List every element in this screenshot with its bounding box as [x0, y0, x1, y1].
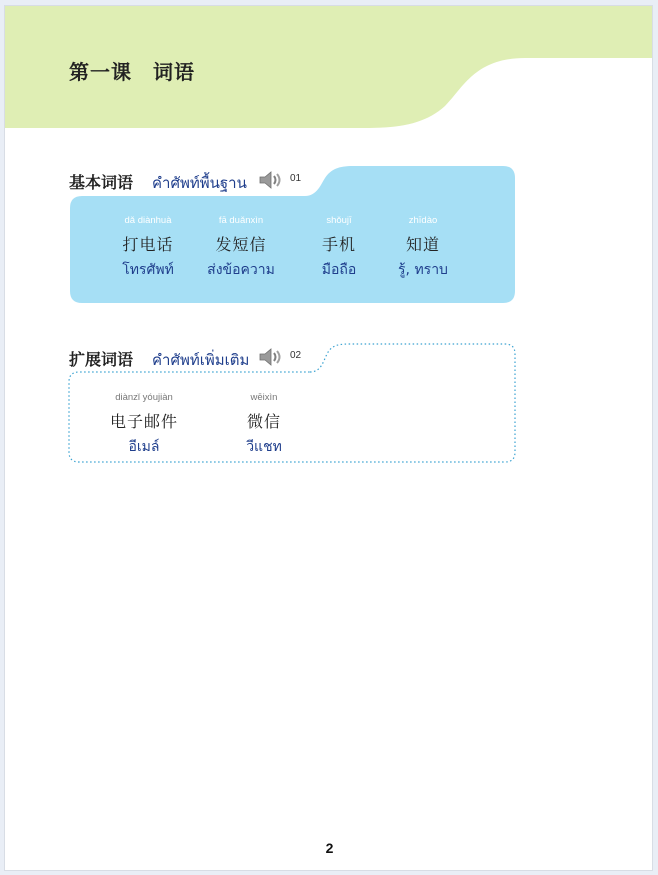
extended-words-title-zh: 扩展词语 [69, 350, 134, 369]
textbook-page [4, 5, 653, 871]
word-card [99, 391, 189, 458]
pinyin: wēixìn [250, 392, 278, 403]
pinyin: fā duǎnxìn [218, 215, 264, 226]
word-card [224, 391, 304, 458]
hanzi: 发短信 [215, 235, 267, 254]
pinyin: zhīdào [408, 215, 438, 226]
word-card [201, 214, 281, 281]
extended-words-title-th: คำศัพท์เพิ่มเติม [152, 351, 250, 369]
lesson-title: 第一课 词语 [69, 60, 195, 84]
basic-words-title-zh: 基本词语 [69, 173, 134, 192]
audio-track-number: 02 [290, 350, 302, 361]
hanzi: 手机 [321, 235, 356, 254]
page-number: 2 [325, 840, 334, 856]
thai-translation: ส่งข้อความ [207, 262, 275, 278]
hanzi: 微信 [246, 412, 281, 431]
pinyin: diànzǐ yóujiàn [115, 392, 173, 403]
speaker-icon[interactable] [258, 170, 286, 190]
basic-words-title-th: คำศัพท์พื้นฐาน [152, 174, 247, 192]
speaker-icon[interactable] [258, 347, 286, 367]
thai-translation: รู้, ทราบ [398, 262, 448, 278]
word-card [383, 214, 463, 281]
thai-translation: วีแชท [246, 439, 282, 455]
audio-track-number: 01 [290, 173, 302, 184]
word-card [108, 214, 188, 281]
hanzi: 电子邮件 [109, 412, 178, 431]
thai-translation: โทรศัพท์ [122, 262, 174, 278]
thai-translation: มือถือ [321, 262, 357, 278]
thai-translation: อีเมล์ [128, 439, 160, 455]
pinyin: dǎ diànhuà [124, 215, 172, 226]
hanzi: 打电话 [122, 235, 174, 254]
word-card [299, 214, 379, 281]
hanzi: 知道 [405, 235, 440, 254]
pinyin: shǒujī [326, 215, 352, 226]
